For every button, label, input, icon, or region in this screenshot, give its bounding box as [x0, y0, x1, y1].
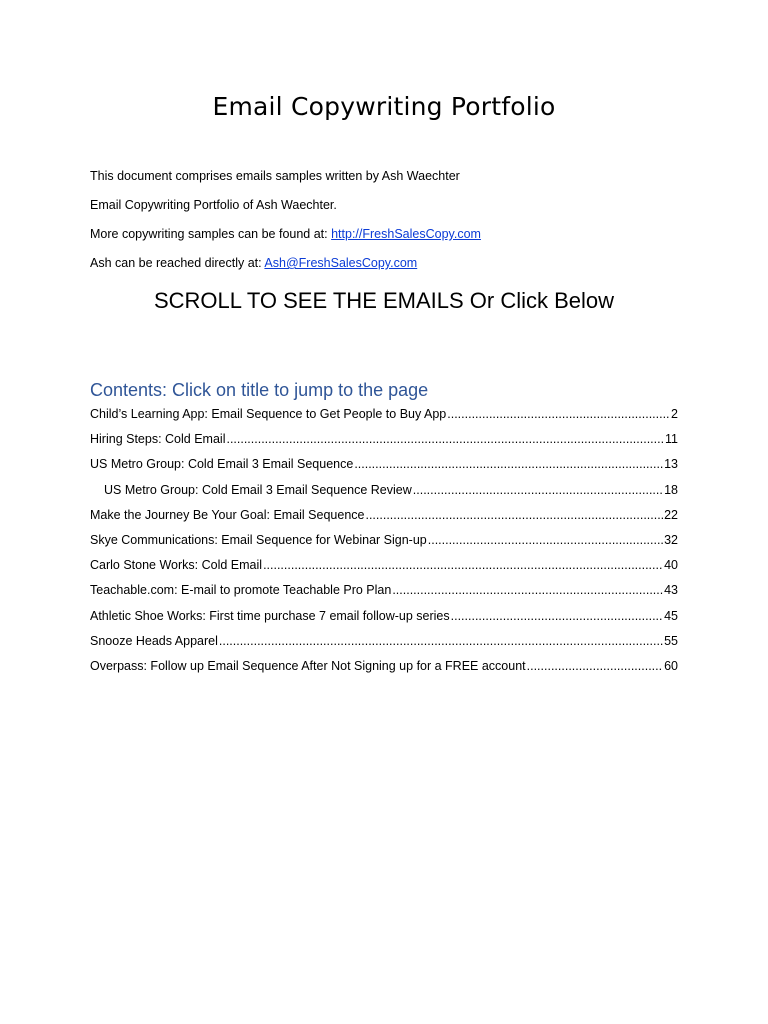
toc-entry[interactable] [90, 407, 678, 432]
dot-leader [226, 432, 664, 446]
toc-entry[interactable] [90, 533, 678, 558]
toc-entry-page: 32 [664, 532, 678, 547]
toc-entry-title: Overpass: Follow up Email Sequence After Not Signing up for a FREE account [90, 658, 526, 673]
samples-label: More copywriting samples can be found at: [90, 227, 332, 241]
toc-entry-title: Skye Communications: Email Sequence for Webinar Sign-up [90, 532, 427, 547]
dot-leader [354, 457, 663, 471]
toc-entry-page: 2 [671, 407, 678, 421]
intro-section [90, 169, 690, 285]
toc-entry[interactable] [90, 659, 678, 684]
table-of-contents [90, 407, 678, 684]
toc-entry-page: 18 [664, 482, 678, 497]
dot-leader [365, 508, 663, 522]
toc-entry-title: Make the Journey Be Your Goal: Email Sequence [90, 507, 365, 522]
toc-subentry[interactable] [90, 483, 678, 508]
toc-entry-title: US Metro Group: Cold Email 3 Email Sequence [90, 457, 354, 472]
toc-entry[interactable] [90, 558, 678, 583]
intro-line-contact [90, 256, 690, 271]
dot-leader [392, 583, 663, 597]
toc-entry-page: 43 [664, 583, 678, 598]
toc-entry[interactable] [90, 457, 678, 482]
toc-entry-title: Carlo Stone Works: Cold Email [90, 558, 263, 573]
dot-leader [428, 533, 663, 547]
toc-entry-page: 13 [664, 457, 678, 472]
toc-entry-title: Hiring Steps: Cold Email [90, 432, 226, 447]
toc-entry-page: 40 [664, 558, 678, 573]
intro-line-portfolio: Email Copywriting Portfolio of Ash Waechter. [90, 198, 337, 212]
toc-entry-title: Snooze Heads Apparel [90, 633, 218, 648]
dot-leader [447, 407, 670, 421]
toc-entry-page: 22 [664, 507, 678, 522]
toc-entry-page: 55 [664, 633, 678, 648]
email-link[interactable]: Ash@FreshSalesCopy.com [264, 256, 418, 270]
toc-entry-title: US Metro Group: Cold Email 3 Email Sequence Review [104, 482, 412, 497]
toc-entry[interactable] [90, 609, 678, 634]
dot-leader [413, 483, 663, 497]
toc-entry-page: 45 [664, 608, 678, 623]
dot-leader [219, 634, 663, 648]
toc-entry[interactable] [90, 508, 678, 533]
intro-line-samples [90, 227, 690, 242]
scroll-instruction: SCROLL TO SEE THE EMAILS Or Click Below [153, 288, 615, 313]
dot-leader [527, 659, 663, 673]
intro-line-authorship: This document comprises emails samples written by Ash Waechter [90, 169, 460, 183]
toc-entry-page: 11 [665, 432, 678, 447]
toc-entry-page: 60 [664, 658, 678, 673]
website-link[interactable]: http://FreshSalesCopy.com [331, 227, 481, 241]
dot-leader [263, 558, 663, 572]
toc-entry[interactable] [90, 432, 678, 457]
toc-entry[interactable] [90, 634, 678, 659]
toc-entry-title: Child’s Learning App: Email Sequence to Get People to Buy App [90, 407, 447, 421]
document-title: Email Copywriting Portfolio [212, 92, 556, 121]
contact-label: Ash can be reached directly at: [90, 256, 265, 270]
toc-entry-title: Athletic Shoe Works: First time purchase 7 email follow-up series [90, 608, 450, 623]
toc-entry-title: Teachable.com: E-mail to promote Teachable Pro Plan [90, 583, 392, 598]
toc-heading: Contents: Click on title to jump to the page [90, 380, 429, 400]
dot-leader [451, 609, 663, 623]
toc-entry[interactable] [90, 583, 678, 608]
